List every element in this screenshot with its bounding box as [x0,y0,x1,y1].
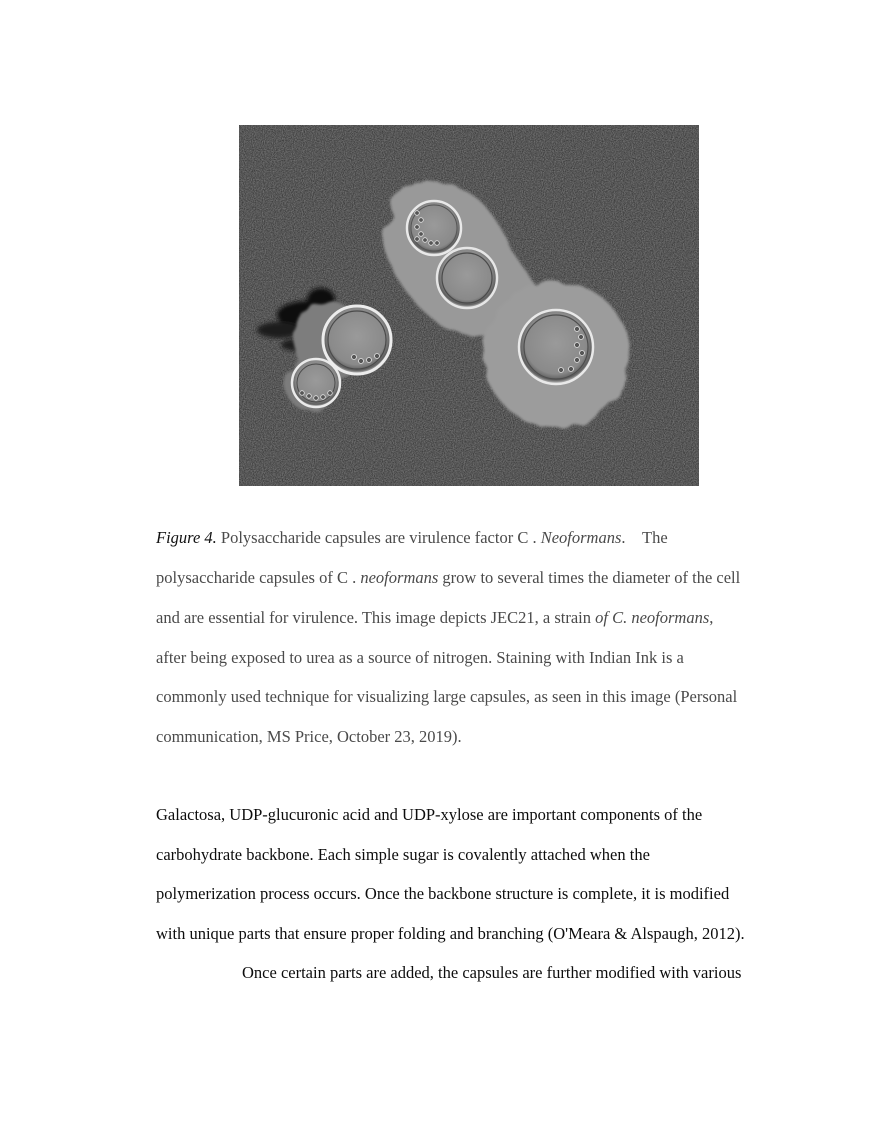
figure-caption-line-4: after being exposed to urea as a source of nitrogen. Staining with Indian Ink is a [156,648,684,667]
body-text-line-2: carbohydrate backbone. Each simple sugar is covalently attached when the [156,845,650,864]
figure-caption-line-1 [156,528,668,548]
figure-caption-line-3 [156,608,713,628]
caption-text: , [709,608,714,627]
figure-caption-line-6: communication, MS Price, October 23, 2019). [156,727,462,746]
micrograph-figure [239,125,699,486]
caption-species: of C. neoformans [595,608,710,627]
body-text-line-1: Galactosa, UDP-glucuronic acid and UDP-xylose are important components of the [156,805,703,824]
figure-caption-line-2 [156,568,740,588]
caption-text: polysaccharide capsules of C . [156,568,357,587]
cryptococcus-capsule-micrograph [239,125,699,486]
figure-title-species: Neoformans [540,528,622,547]
figure-caption-line-5: commonly used technique for visualizing large capsules, as seen in this image (Personal [156,687,738,706]
body-text-line-4: with unique parts that ensure proper folding and branching (O'Meara & Alspaugh, 2012). [156,924,745,943]
caption-text: and are essential for virulence. This image depicts JEC21, a strain [156,608,591,627]
figure-title-period: . [621,528,626,547]
figure-title: Polysaccharide capsules are virulence factor C . [220,528,537,547]
body-text-line-5: Once certain parts are added, the capsules are further modified with various [242,963,742,982]
body-text-line-3: polymerization process occurs. Once the backbone structure is complete, it is modified [156,884,730,903]
caption-text: grow to several times the diameter of the cell [442,568,741,587]
caption-text: The [642,528,668,547]
figure-label: Figure 4. [156,528,217,547]
caption-species: neoformans [360,568,439,587]
